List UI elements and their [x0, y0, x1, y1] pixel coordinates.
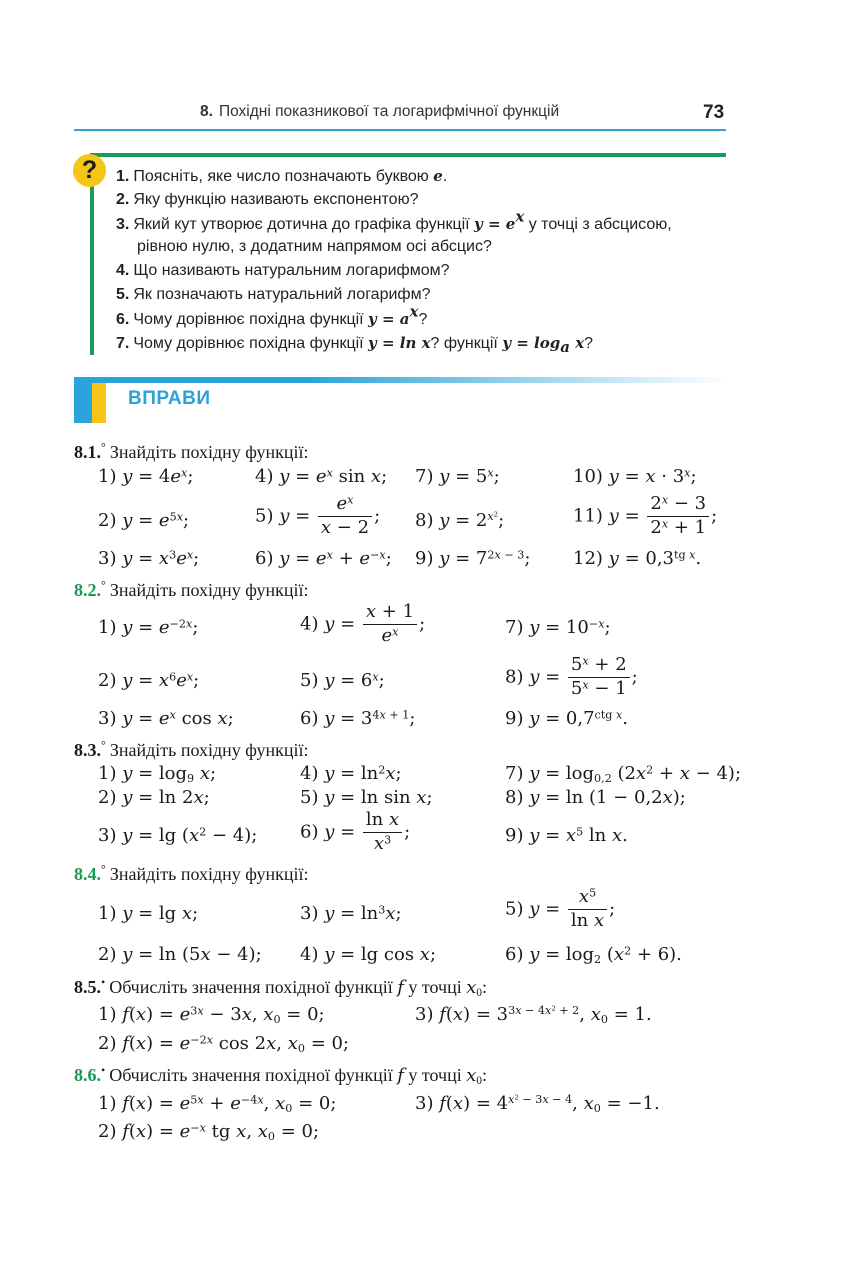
exercise-8-1-item-8: 8) $y = 2^{x^2}$; — [415, 510, 505, 531]
exercise-8-6-item-1: 1) $f(x) = e^{5x} + e^{-4x}$, $x_0 = 0$; — [98, 1093, 337, 1115]
exercise-8-3-item-7: 7) $y = \log_{0,2} (2x^2 + x - 4)$; — [505, 763, 742, 785]
exercises-banner — [74, 377, 728, 383]
exercise-8-4-heading: 8.4.° Знайдіть похідну функції: — [74, 862, 309, 884]
exercise-8-3-item-9: 9) $y = x^5$ ln x. — [505, 825, 628, 846]
exercise-8-3-item-3: 3) $y = \lg (x^2 - 4)$; — [98, 825, 258, 846]
exercise-8-1-item-12: 12) $y = 0,3^{tg x}$. — [573, 548, 702, 569]
exercise-8-5-item-1: 1) $f(x) = e^{3x} - 3x$, $x_0 = 0$; — [98, 1004, 325, 1026]
exercise-8-3-heading: 8.3.° Знайдіть похідну функції: — [74, 738, 309, 760]
question-2: 2. Яку функцію називають експонентою? — [116, 191, 419, 208]
question-4: 4. Що називають натуральним логарифмом? — [116, 262, 450, 279]
chapter-title: Похідні показникової та логарифмічної функцій — [218, 103, 560, 120]
exercise-8-3-item-5: 5) y = ln sin x; — [300, 787, 433, 808]
exercises-tab-blue — [74, 377, 92, 423]
exercise-8-2-heading: 8.2.° Знайдіть похідну функції: — [74, 578, 309, 600]
exercise-8-1-item-5: 5) y = $\frac{e^x}{x - 2}$ ; — [255, 493, 381, 538]
questions-frame-top — [90, 153, 726, 157]
question-mark-icon: ? — [73, 154, 106, 187]
exercise-8-3-item-1: 1) $y = \log_9 x$; — [98, 763, 217, 785]
exercise-8-5-item-2: 2) $f(x) = e^{-2x}$ cos 2x, $x_0 = 0$; — [98, 1033, 350, 1055]
exercises-tab-yellow — [92, 383, 106, 423]
chapter-number: 8. — [200, 103, 213, 120]
exercise-8-1-item-2: 2) $y = e^{5x}$; — [98, 510, 190, 531]
exercise-8-2-item-8: 8) y = $\frac{5^x + 2}{5^x - 1}$ ; — [505, 654, 638, 699]
exercise-8-2-item-3: 3) $y = e^x$ cos x; — [98, 708, 234, 729]
exercise-8-1-item-6: 6) $y = e^x + e^{-x}$; — [255, 548, 392, 569]
exercise-8-6-item-3: 3) $f(x) = 4^{x^2 - 3x - 4}$, $x_0 = -1$. — [415, 1093, 660, 1115]
exercise-8-2-item-1: 1) $y = e^{-2x}$; — [98, 617, 199, 638]
running-header — [200, 103, 559, 121]
exercise-8-1-item-11: 11) y = $\frac{2^x - 3}{2^x + 1}$ ; — [573, 493, 718, 538]
exercise-8-5-heading: 8.5.• Обчисліть значення похідної функції f у точці $x_0$: — [74, 975, 487, 999]
exercise-8-1-item-9: 9) $y = 7^{2x - 3}$; — [415, 548, 531, 569]
question-7: 7. Чому дорівнює похідна функції y = ln x? функції $y = \log_a x$? — [116, 334, 594, 356]
exercise-8-1-item-10: 10) $y = x \cdot 3^x$; — [573, 466, 697, 487]
exercise-8-3-item-8: 8) y = ln (1 − 0,2x); — [505, 787, 686, 808]
exercise-8-1-item-7: 7) $y = 5^x$; — [415, 466, 500, 487]
exercise-8-4-item-3: 3) $y = \ln^3x$; — [300, 903, 402, 924]
exercise-8-2-item-4: 4) y = $\frac{x + 1}{e^x}$ ; — [300, 601, 426, 646]
exercise-8-3-item-4: 4) $y = \ln^2x$; — [300, 763, 402, 784]
exercise-8-2-item-7: 7) $y = 10^{-x}$; — [505, 617, 611, 638]
exercise-8-2-item-2: 2) $y = x^6e^x$; — [98, 670, 200, 691]
page-number: 73 — [703, 102, 725, 123]
exercises-title: ВПРАВИ — [128, 388, 211, 409]
exercise-8-4-item-4: 4) y = lg cos x; — [300, 944, 437, 965]
exercise-8-1-heading: 8.1.° Знайдіть похідну функції: — [74, 440, 309, 462]
exercise-8-5-item-3: 3) $f(x) = 3^{3x - 4x^2 + 2}$, $x_0 = 1$. — [415, 1004, 652, 1026]
exercise-8-6-item-2: 2) $f(x) = e^{-x}$ tg x, $x_0 = 0$; — [98, 1121, 320, 1143]
exercise-8-2-item-9: 9) $y = 0,7^{ctg x}$. — [505, 708, 628, 729]
question-3-continued: рівною нулю, з додатним напрямом осі абсцис? — [137, 238, 492, 255]
question-3: 3. Який кут утворює дотична до графіка функції $y = e^x$ у точці з абсцисою, — [116, 207, 672, 233]
exercise-8-1-item-3: 3) $y = x^3e^x$; — [98, 548, 200, 569]
question-1: 1. Поясніть, яке число позначають буквою e. — [116, 167, 448, 185]
exercise-8-3-item-2: 2) y = ln 2x; — [98, 787, 210, 808]
exercise-8-6-heading: 8.6.• Обчисліть значення похідної функції f у точці $x_0$: — [74, 1063, 487, 1087]
exercise-8-2-item-6: 6) $y = 3^{4x + 1}$; — [300, 708, 416, 729]
exercise-8-4-item-5: 5) y = $\frac{x^5}{\text{ln x}}$ ; — [505, 886, 616, 931]
exercise-8-1-item-4: 4) $y = e^x$ sin x; — [255, 466, 388, 487]
exercise-8-4-item-1: 1) y = lg x; — [98, 903, 199, 924]
question-5: 5. Як позначають натуральний логарифм? — [116, 286, 431, 303]
exercise-8-3-item-6: 6) y = $\frac{\text{ln x}}{x^3}$ ; — [300, 809, 411, 854]
exercise-8-4-item-2: 2) y = ln (5x − 4); — [98, 944, 262, 965]
exercise-8-4-item-6: 6) $y = \log_2 (x^2 + 6)$. — [505, 944, 682, 966]
question-6: 6. Чому дорівнює похідна функції $y = a^x$? — [116, 302, 428, 328]
exercise-8-2-item-5: 5) $y = 6^x$; — [300, 670, 385, 691]
header-divider — [74, 129, 726, 131]
exercise-8-1-item-1: 1) $y = 4e^x$; — [98, 466, 194, 487]
